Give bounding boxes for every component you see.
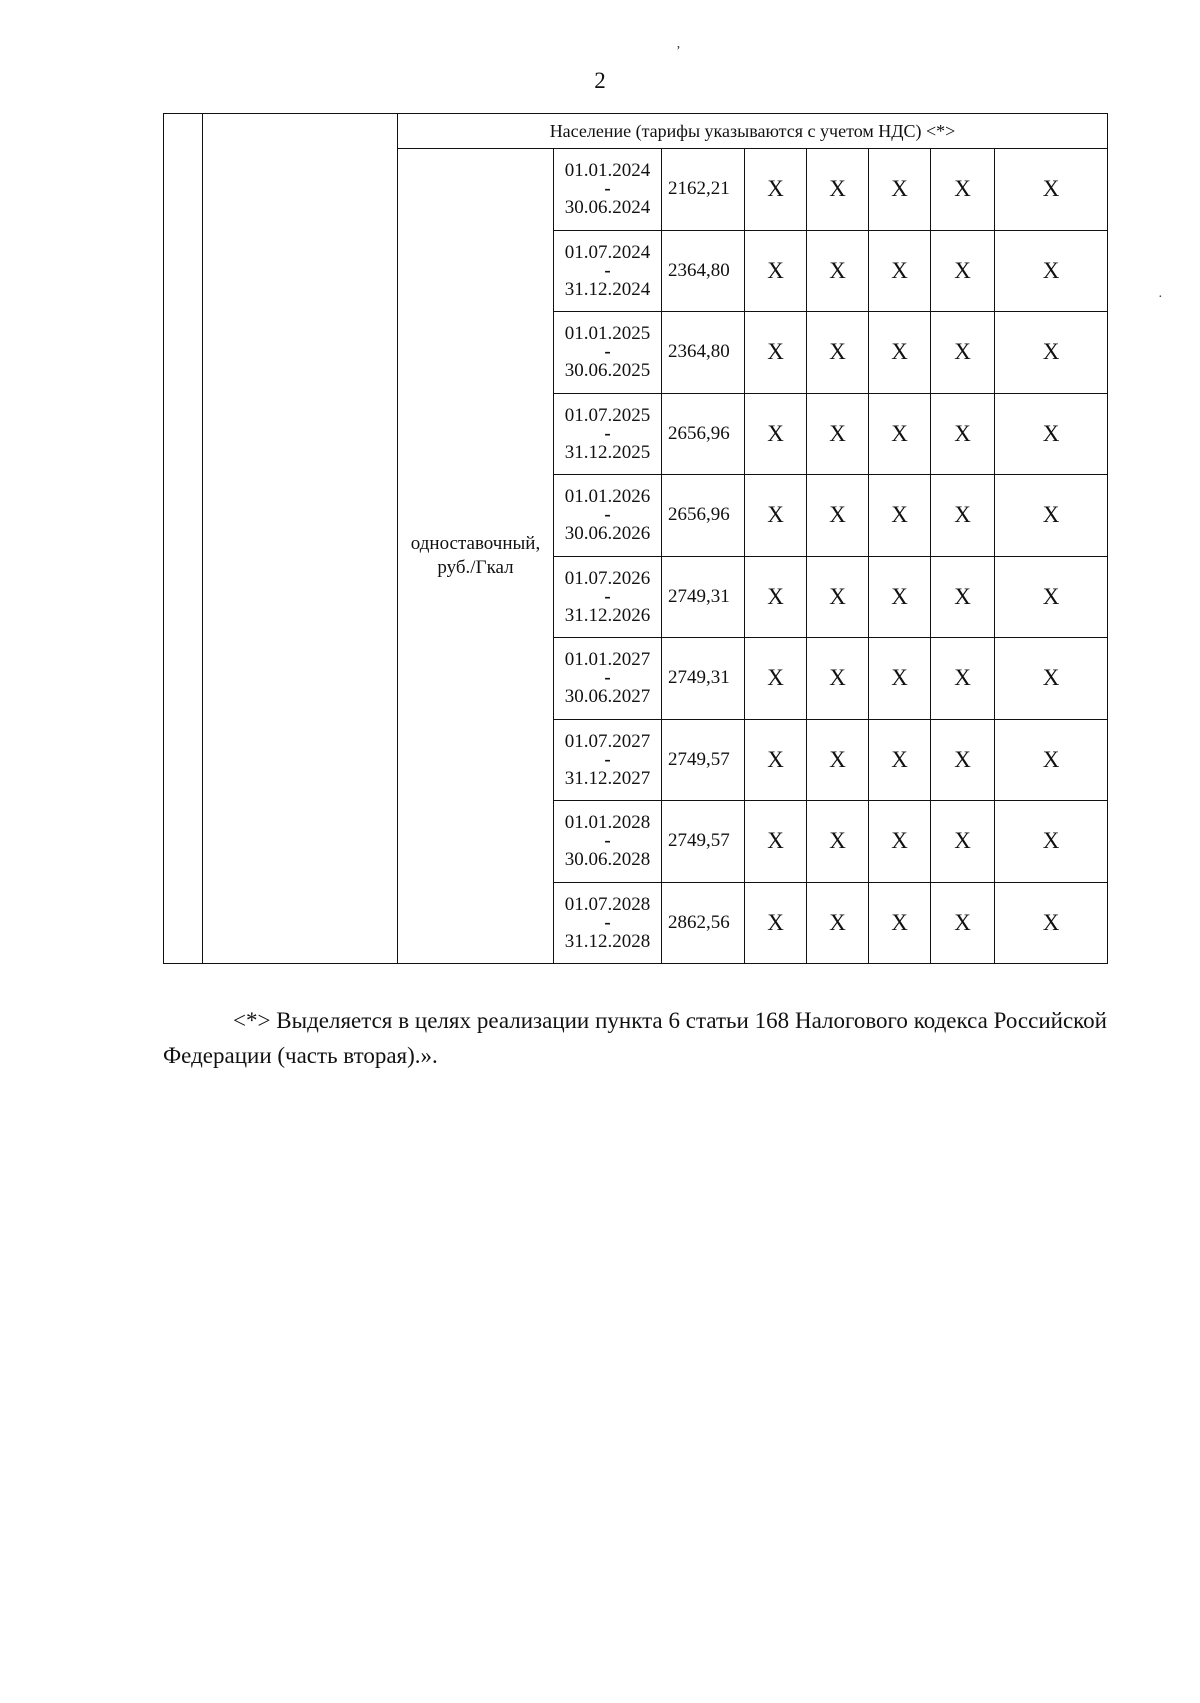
period-cell bbox=[554, 719, 662, 801]
not-applicable-cell: X bbox=[745, 638, 807, 720]
not-applicable-cell: X bbox=[869, 230, 931, 312]
not-applicable-cell: X bbox=[869, 149, 931, 231]
not-applicable-cell: X bbox=[745, 393, 807, 475]
period-start: 01.07.2024 bbox=[564, 241, 651, 263]
not-applicable-cell: X bbox=[745, 801, 807, 883]
period-start: 01.01.2026 bbox=[564, 486, 651, 508]
period-end: 31.12.2027 bbox=[564, 767, 651, 789]
period-cell bbox=[554, 149, 662, 231]
not-applicable-cell: X bbox=[869, 556, 931, 638]
tariff-type-cell: одноставочный, руб./Гкал bbox=[398, 149, 554, 964]
not-applicable-cell: X bbox=[995, 393, 1108, 475]
not-applicable-cell: X bbox=[931, 556, 995, 638]
not-applicable-cell: X bbox=[745, 230, 807, 312]
not-applicable-cell: X bbox=[869, 475, 931, 557]
not-applicable-cell: X bbox=[869, 882, 931, 964]
organization-column-cell bbox=[203, 114, 398, 964]
period-separator: - bbox=[604, 667, 611, 689]
not-applicable-cell: X bbox=[995, 475, 1108, 557]
scan-mark: ʼ bbox=[676, 44, 681, 59]
footnote: <*> Выделяется в целях реализации пункта 6 статьи 168 Налогового кодекса Российской Федерации (часть вторая).». bbox=[163, 1008, 1107, 1068]
not-applicable-cell: X bbox=[931, 230, 995, 312]
not-applicable-cell: X bbox=[995, 882, 1108, 964]
not-applicable-cell: X bbox=[807, 719, 869, 801]
table-header-row bbox=[164, 114, 1108, 149]
period-separator: - bbox=[604, 504, 611, 526]
period-separator: - bbox=[604, 259, 611, 281]
section-header-cell: Население (тарифы указываются с учетом НДС) <*> bbox=[398, 114, 1108, 149]
period-cell bbox=[554, 393, 662, 475]
not-applicable-cell: X bbox=[745, 882, 807, 964]
period-start: 01.07.2026 bbox=[564, 567, 651, 589]
period-cell bbox=[554, 230, 662, 312]
period-end: 31.12.2025 bbox=[564, 441, 651, 463]
period-cell bbox=[554, 475, 662, 557]
index-column-cell bbox=[164, 114, 203, 964]
period-cell bbox=[554, 882, 662, 964]
period-end: 30.06.2028 bbox=[564, 849, 651, 871]
tariff-value-cell: 2749,31 bbox=[662, 556, 745, 638]
tariff-value-cell: 2656,96 bbox=[662, 475, 745, 557]
tariff-value-cell: 2364,80 bbox=[662, 230, 745, 312]
not-applicable-cell: X bbox=[807, 312, 869, 394]
not-applicable-cell: X bbox=[931, 475, 995, 557]
period-separator: - bbox=[604, 748, 611, 770]
period-end: 31.12.2028 bbox=[564, 930, 651, 952]
period-separator: - bbox=[604, 422, 611, 444]
not-applicable-cell: X bbox=[995, 149, 1108, 231]
not-applicable-cell: X bbox=[745, 312, 807, 394]
tariff-value-cell: 2656,96 bbox=[662, 393, 745, 475]
not-applicable-cell: X bbox=[931, 801, 995, 883]
period-end: 31.12.2026 bbox=[564, 604, 651, 626]
not-applicable-cell: X bbox=[807, 230, 869, 312]
period-separator: - bbox=[604, 585, 611, 607]
not-applicable-cell: X bbox=[807, 638, 869, 720]
not-applicable-cell: X bbox=[995, 556, 1108, 638]
tariff-value-cell: 2862,56 bbox=[662, 882, 745, 964]
period-end: 30.06.2024 bbox=[564, 197, 651, 219]
tariff-value-cell: 2749,57 bbox=[662, 719, 745, 801]
not-applicable-cell: X bbox=[745, 556, 807, 638]
not-applicable-cell: X bbox=[869, 719, 931, 801]
period-separator: - bbox=[604, 341, 611, 363]
not-applicable-cell: X bbox=[807, 149, 869, 231]
not-applicable-cell: X bbox=[745, 149, 807, 231]
period-start: 01.07.2027 bbox=[564, 730, 651, 752]
period-cell bbox=[554, 312, 662, 394]
not-applicable-cell: X bbox=[869, 393, 931, 475]
not-applicable-cell: X bbox=[995, 638, 1108, 720]
not-applicable-cell: X bbox=[931, 638, 995, 720]
not-applicable-cell: X bbox=[807, 556, 869, 638]
period-separator: - bbox=[604, 830, 611, 852]
not-applicable-cell: X bbox=[995, 230, 1108, 312]
period-start: 01.01.2028 bbox=[564, 812, 651, 834]
period-end: 30.06.2026 bbox=[564, 523, 651, 545]
not-applicable-cell: X bbox=[995, 312, 1108, 394]
not-applicable-cell: X bbox=[931, 882, 995, 964]
period-start: 01.01.2027 bbox=[564, 649, 651, 671]
period-separator: - bbox=[604, 178, 611, 200]
tariff-value-cell: 2364,80 bbox=[662, 312, 745, 394]
period-cell bbox=[554, 638, 662, 720]
not-applicable-cell: X bbox=[807, 475, 869, 557]
period-start: 01.07.2025 bbox=[564, 404, 651, 426]
not-applicable-cell: X bbox=[807, 393, 869, 475]
period-cell bbox=[554, 801, 662, 883]
not-applicable-cell: X bbox=[745, 475, 807, 557]
period-start: 01.01.2025 bbox=[564, 323, 651, 345]
period-separator: - bbox=[604, 911, 611, 933]
period-end: 30.06.2025 bbox=[564, 360, 651, 382]
not-applicable-cell: X bbox=[745, 719, 807, 801]
not-applicable-cell: X bbox=[931, 149, 995, 231]
scan-mark: · bbox=[1158, 290, 1163, 305]
not-applicable-cell: X bbox=[869, 312, 931, 394]
not-applicable-cell: X bbox=[869, 801, 931, 883]
tariff-value-cell: 2749,31 bbox=[662, 638, 745, 720]
tariff-value-cell: 2749,57 bbox=[662, 801, 745, 883]
not-applicable-cell: X bbox=[807, 801, 869, 883]
period-end: 31.12.2024 bbox=[564, 278, 651, 300]
period-end: 30.06.2027 bbox=[564, 686, 651, 708]
not-applicable-cell: X bbox=[995, 719, 1108, 801]
not-applicable-cell: X bbox=[995, 801, 1108, 883]
tariff-table bbox=[163, 113, 1108, 964]
period-start: 01.01.2024 bbox=[564, 160, 651, 182]
not-applicable-cell: X bbox=[869, 638, 931, 720]
period-cell bbox=[554, 556, 662, 638]
not-applicable-cell: X bbox=[931, 393, 995, 475]
not-applicable-cell: X bbox=[931, 719, 995, 801]
not-applicable-cell: X bbox=[807, 882, 869, 964]
not-applicable-cell: X bbox=[931, 312, 995, 394]
page-number: 2 bbox=[594, 68, 606, 93]
tariff-value-cell: 2162,21 bbox=[662, 149, 745, 231]
period-start: 01.07.2028 bbox=[564, 893, 651, 915]
